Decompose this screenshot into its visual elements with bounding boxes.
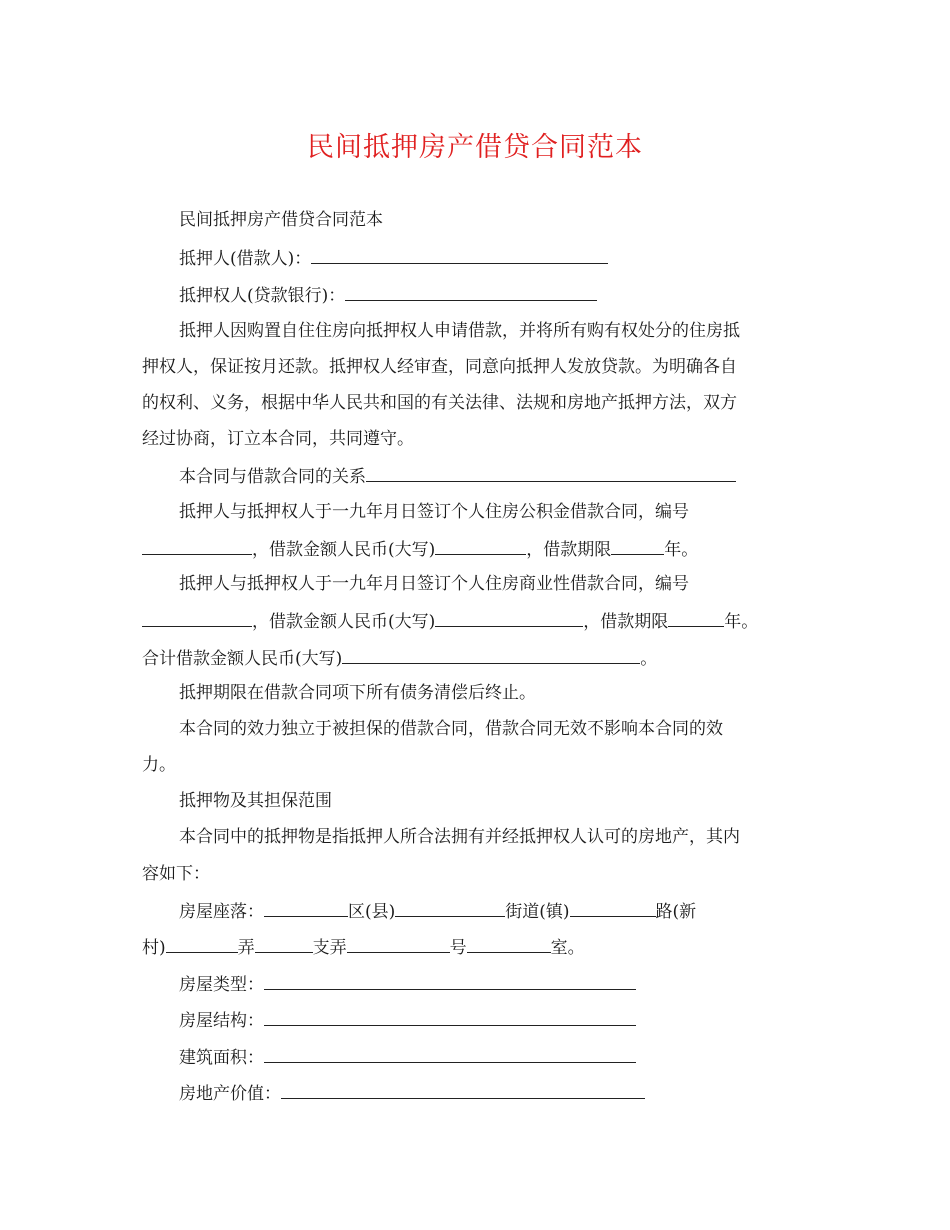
mortgagor-line <box>179 246 608 271</box>
total-line <box>142 646 657 671</box>
preamble-line-1: 抵押人因购置自住住房向抵押权人申请借款，并将所有购有权处分的住房抵 <box>179 321 740 341</box>
mortgagee-line <box>179 283 597 308</box>
house-structure-label: 房屋结构： <box>179 1011 264 1031</box>
location-lane: 弄 <box>237 938 255 958</box>
period-clause: 抵押期限在借款合同项下所有债务清偿后终止。 <box>179 683 536 703</box>
fund-loan-amount-blank[interactable] <box>435 537 526 555</box>
commercial-loan-term-blank[interactable] <box>668 609 724 627</box>
fund-loan-line-1: 抵押人与抵押权人于一九年月日签订个人住房公积金借款合同，编号 <box>179 502 689 522</box>
mortgagee-blank[interactable] <box>345 283 597 301</box>
collateral-intro-line-1: 本合同中的抵押物是指抵押人所合法拥有并经抵押权人认可的房地产，其内 <box>179 827 740 847</box>
property-value-line <box>179 1081 645 1106</box>
location-district: 区(县) <box>348 902 396 922</box>
location-room: 室。 <box>550 938 585 958</box>
commercial-loan-number-blank[interactable] <box>142 609 252 627</box>
property-value-label: 房地产价值： <box>179 1084 281 1104</box>
relation-line <box>179 464 736 489</box>
floor-area-line <box>179 1045 636 1070</box>
commercial-loan-line-2 <box>142 609 758 634</box>
mortgagor-label: 抵押人(借款人)： <box>179 249 312 269</box>
location-sublane: 支弄 <box>312 938 347 958</box>
house-structure-blank[interactable] <box>264 1008 636 1026</box>
commercial-loan-term-label: ，借款期限 <box>583 612 669 632</box>
location-street-blank[interactable] <box>395 899 505 917</box>
location-label: 房屋座落： <box>179 902 264 922</box>
document-title: 民间抵押房产借贷合同范本 <box>307 132 643 163</box>
commercial-loan-line-1: 抵押人与抵押权人于一九年月日签订个人住房商业性借款合同，编号 <box>179 574 689 594</box>
fund-loan-number-blank[interactable] <box>142 537 252 555</box>
location-road-blank[interactable] <box>570 899 656 917</box>
mortgagee-label: 抵押权人(贷款银行)： <box>179 286 346 306</box>
fund-loan-term-label: ，借款期限 <box>526 540 612 560</box>
fund-loan-line-2 <box>142 537 698 562</box>
validity-line-2: 力。 <box>142 755 176 775</box>
collateral-intro-line-2: 容如下： <box>142 864 210 884</box>
location-number: 号 <box>449 938 467 958</box>
location-number-blank[interactable] <box>347 935 450 953</box>
location-village: 村) <box>142 938 166 958</box>
location-district-blank[interactable] <box>264 899 348 917</box>
relation-blank[interactable] <box>366 464 736 482</box>
total-label: 合计借款金额人民币(大写) <box>142 649 343 669</box>
commercial-loan-year: 年。 <box>724 612 759 632</box>
location-sublane-blank[interactable] <box>255 935 313 953</box>
location-line-1 <box>179 899 696 924</box>
preamble-line-4: 经过协商，订立本合同，共同遵守。 <box>142 429 414 449</box>
preamble-line-2: 押权人，保证按月还款。抵押权人经审查，同意向抵押人发放贷款。为明确各自 <box>142 357 737 377</box>
relation-heading: 本合同与借款合同的关系 <box>179 467 366 487</box>
commercial-loan-amount-blank[interactable] <box>435 609 583 627</box>
floor-area-label: 建筑面积： <box>179 1048 264 1068</box>
preamble-line-3: 的权利、义务，根据中华人民共和国的有关法律、法规和房地产抵押方法，双方 <box>142 393 737 413</box>
location-road: 路(新 <box>655 902 697 922</box>
location-room-blank[interactable] <box>467 935 551 953</box>
location-street: 街道(镇) <box>505 902 570 922</box>
house-type-label: 房屋类型： <box>179 975 264 995</box>
collateral-heading: 抵押物及其担保范围 <box>179 791 332 811</box>
fund-loan-year: 年。 <box>664 540 699 560</box>
house-type-line <box>179 972 636 997</box>
subtitle: 民间抵押房产借贷合同范本 <box>179 210 383 230</box>
total-end: 。 <box>640 649 658 669</box>
floor-area-blank[interactable] <box>264 1045 636 1063</box>
property-value-blank[interactable] <box>281 1081 645 1099</box>
house-type-blank[interactable] <box>264 972 636 990</box>
mortgagor-blank[interactable] <box>311 246 608 264</box>
total-blank[interactable] <box>342 646 640 664</box>
location-lane-blank[interactable] <box>166 935 238 953</box>
fund-loan-term-blank[interactable] <box>611 537 664 555</box>
fund-loan-amount-label: ，借款金额人民币(大写) <box>252 540 436 560</box>
commercial-loan-amount-label: ，借款金额人民币(大写) <box>252 612 436 632</box>
validity-line-1: 本合同的效力独立于被担保的借款合同，借款合同无效不影响本合同的效 <box>179 719 723 739</box>
house-structure-line <box>179 1008 636 1033</box>
location-line-2 <box>142 935 585 960</box>
